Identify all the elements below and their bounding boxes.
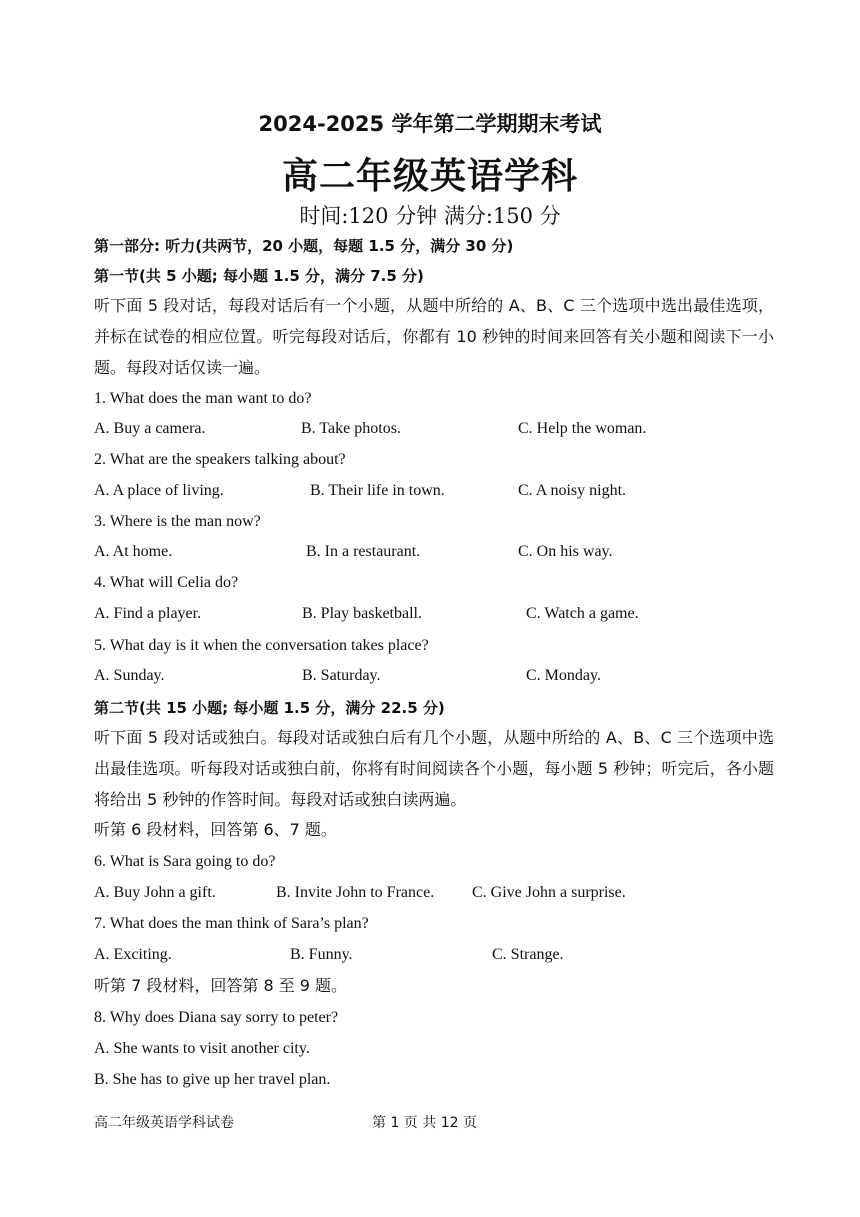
question-8: 8. Why does Diana say sorry to peter?	[94, 1009, 339, 1026]
q3-option-b: B. In a restaurant.	[306, 543, 421, 560]
question-2: 2. What are the speakers talking about?	[94, 451, 346, 468]
q4-option-c: C. Watch a game.	[526, 605, 639, 622]
q1-option-a: A. Buy a camera.	[94, 420, 206, 437]
time-score-line: 时间:120 分钟 满分:150 分	[299, 204, 561, 228]
question-1: 1. What does the man want to do?	[94, 390, 312, 407]
q6-option-c: C. Give John a surprise.	[472, 884, 626, 901]
exam-title: 2024-2025 学年第二学期期末考试	[258, 112, 602, 136]
q3-option-a: A. At home.	[94, 543, 173, 560]
q8-option-a: A. She wants to visit another city.	[94, 1040, 310, 1057]
q5-option-a: A. Sunday.	[94, 667, 165, 684]
section2-heading: 第二节(共 15 小题; 每小题 1.5 分，满分 22.5 分)	[94, 699, 445, 717]
question-7: 7. What does the man think of Sara’s plan?	[94, 915, 369, 932]
q6-option-a: A. Buy John a gift.	[94, 884, 216, 901]
q8-option-b: B. She has to give up her travel plan.	[94, 1071, 331, 1088]
material-7-note: 听第 7 段材料，回答第 8 至 9 题。	[94, 976, 348, 995]
q2-option-b: B. Their life in town.	[310, 482, 445, 499]
section1-instructions: 听下面 5 段对话，每段对话后有一个小题，从题中所给的 A、B、C 三个选项中选出最佳选项，并标在试卷的相应位置。听完每段对话后，你都有 10 秒钟的时间来回答有关小题和阅读下一小题。每段对话仅读一遍。	[94, 296, 774, 377]
question-3: 3. Where is the man now?	[94, 513, 261, 530]
question-5: 5. What day is it when the conversation takes place?	[94, 637, 429, 654]
q2-option-a: A. A place of living.	[94, 482, 224, 499]
question-4: 4. What will Celia do?	[94, 574, 239, 591]
q7-option-a: A. Exciting.	[94, 946, 172, 963]
q5-option-b: B. Saturday.	[302, 667, 381, 684]
q2-option-c: C. A noisy night.	[518, 482, 627, 499]
question-6: 6. What is Sara going to do?	[94, 853, 276, 870]
q7-option-b: B. Funny.	[290, 946, 353, 963]
footer-paper-name: 高二年级英语学科试卷	[94, 1115, 234, 1131]
section2-instructions: 听下面 5 段对话或独白。每段对话或独白后有几个小题，从题中所给的 A、B、C 三个选项中选出最佳选项。听每段对话或独白前，你将有时间阅读各个小题，每小题 5 秒钟；听完后，各小题将给出 5 秒钟的作答时间。每段对话或独白读两遍。	[94, 728, 774, 809]
q1-option-b: B. Take photos.	[301, 420, 401, 437]
part1-heading: 第一部分: 听力(共两节，20 小题，每题 1.5 分，满分 30 分)	[94, 237, 514, 255]
q6-option-b: B. Invite John to France.	[276, 884, 435, 901]
subject-title: 高二年级英语学科	[281, 156, 578, 197]
section1-heading: 第一节(共 5 小题; 每小题 1.5 分，满分 7.5 分)	[94, 267, 424, 285]
material-6-note: 听第 6 段材料，回答第 6、7 题。	[94, 820, 337, 839]
q7-option-c: C. Strange.	[492, 946, 564, 963]
q5-option-c: C. Monday.	[526, 667, 601, 684]
footer-page-number: 第 1 页 共 12 页	[372, 1115, 477, 1131]
q1-option-c: C. Help the woman.	[518, 420, 647, 437]
q4-option-b: B. Play basketball.	[302, 605, 422, 622]
q3-option-c: C. On his way.	[518, 543, 613, 560]
q4-option-a: A. Find a player.	[94, 605, 202, 622]
